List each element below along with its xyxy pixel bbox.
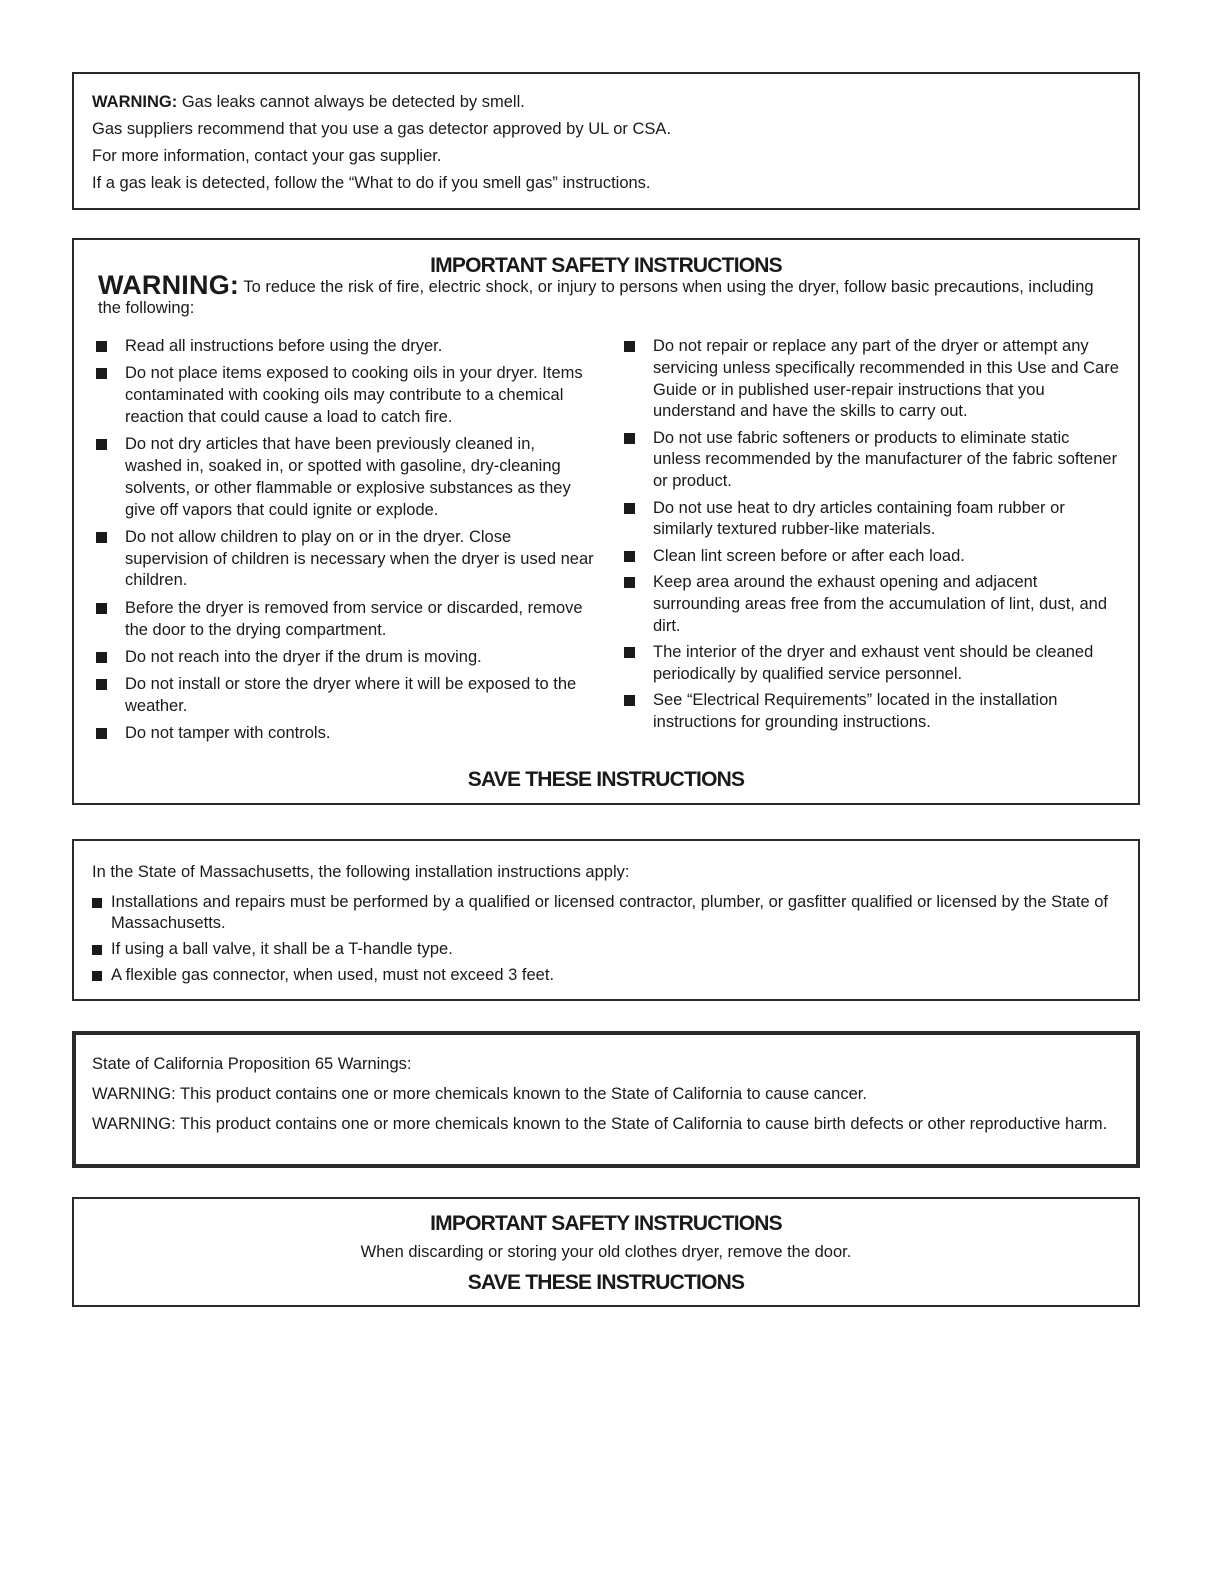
safety-footer: SAVE THESE INSTRUCTIONS (467, 768, 745, 791)
list-item: Do not dry articles that have been previously cleaned in, washed in, soaked in, or spotted with gasoline, dry-cleaning solvents, or other flammable or explosive substances as they give off vapors that could ignite or explode. (96, 434, 596, 521)
safety-heading: IMPORTANT SAFETY INSTRUCTIONS (430, 254, 782, 277)
gas-warning-line-1 (92, 93, 1120, 112)
discard-heading: IMPORTANT SAFETY INSTRUCTIONS (430, 1212, 782, 1235)
bullet-square-icon (624, 551, 635, 562)
bullet-square-icon (96, 341, 107, 352)
bullet-square-icon (96, 652, 107, 663)
safety-warning-label: WARNING: (98, 270, 240, 300)
list-item: Do not tamper with controls. (96, 723, 596, 745)
list-item: Read all instructions before using the dryer. (96, 336, 596, 358)
bullet-square-icon (624, 695, 635, 706)
list-item: The interior of the dryer and exhaust vent should be cleaned periodically by qualified service personnel. (624, 642, 1119, 686)
safety-warning-lead (98, 270, 1116, 321)
massachusetts-box (72, 839, 1140, 1001)
bullet-square-icon (624, 647, 635, 658)
list-item: Keep area around the exhaust opening and adjacent surrounding areas free from the accumulation of lint, dust, and dirt. (624, 572, 1119, 637)
list-item: Do not use heat to dry articles containing foam rubber or similarly textured rubber-like materials. (624, 498, 1119, 542)
safety-list-left (96, 336, 596, 751)
bullet-square-icon (96, 532, 107, 543)
safety-warning-text: To reduce the risk of fire, electric shock, or injury to persons when using the dryer, follow basic precautions, including the following: (98, 278, 1094, 317)
bullet-square-icon (624, 341, 635, 352)
list-item: Do not place items exposed to cooking oils in your dryer. Items contaminated with cooking oils may contribute to a chemical reaction that could cause a load to catch fire. (96, 363, 596, 428)
bullet-square-icon (92, 971, 102, 981)
list-item: Clean lint screen before or after each load. (624, 546, 1119, 568)
safety-instructions-box (72, 238, 1140, 805)
gas-warning-line-3: For more information, contact your gas supplier. (92, 147, 442, 165)
massachusetts-intro: In the State of Massachusetts, the following installation instructions apply: (92, 863, 630, 881)
bullet-square-icon (624, 577, 635, 588)
list-item: See “Electrical Requirements” located in the installation instructions for grounding instructions. (624, 690, 1119, 734)
list-item: Do not repair or replace any part of the dryer or attempt any servicing unless specifically recommended in this Use and Care Guide or in published user-repair instructions that you understand and have the skills to carry out. (624, 336, 1119, 423)
gas-warning-line-4: If a gas leak is detected, follow the “What to do if you smell gas” instructions. (92, 174, 651, 192)
bullet-square-icon (92, 898, 102, 908)
list-item: Do not install or store the dryer where it will be exposed to the weather. (96, 674, 596, 718)
discard-text: When discarding or storing your old clothes dryer, remove the door. (360, 1243, 852, 1261)
california-prop65-box (72, 1031, 1140, 1168)
gas-warning-line-2: Gas suppliers recommend that you use a gas detector approved by UL or CSA. (92, 120, 672, 138)
bullet-square-icon (96, 368, 107, 379)
bullet-square-icon (96, 728, 107, 739)
massachusetts-list (92, 892, 1120, 986)
california-warning-birth-defects: WARNING: This product contains one or more chemicals known to the State of California to cause birth defects or other reproductive harm. (92, 1115, 1108, 1133)
gas-warning-text: Gas leaks cannot always be detected by smell. (177, 93, 525, 111)
california-warning-cancer: WARNING: This product contains one or more chemicals known to the State of California to cause cancer. (92, 1085, 867, 1103)
list-item: Do not use fabric softeners or products to eliminate static unless recommended by the manufacturer of the fabric softener or product. (624, 428, 1119, 493)
bullet-square-icon (96, 679, 107, 690)
discard-footer: SAVE THESE INSTRUCTIONS (467, 1271, 745, 1294)
bullet-square-icon (96, 439, 107, 450)
bullet-square-icon (624, 503, 635, 514)
safety-list-right (624, 336, 1119, 738)
gas-warning-box (72, 72, 1140, 210)
list-item: Do not allow children to play on or in the dryer. Close supervision of children is necessary when the dryer is used near children. (96, 527, 596, 592)
list-item: Do not reach into the dryer if the drum is moving. (96, 647, 596, 669)
list-item: Before the dryer is removed from service or discarded, remove the door to the drying compartment. (96, 598, 596, 642)
list-item: A flexible gas connector, when used, must not exceed 3 feet. (92, 965, 1120, 986)
bullet-square-icon (624, 433, 635, 444)
bullet-square-icon (96, 603, 107, 614)
bullet-square-icon (92, 945, 102, 955)
discard-instructions-box (72, 1197, 1140, 1307)
gas-warning-label: WARNING: (92, 93, 178, 111)
list-item: Installations and repairs must be performed by a qualified or licensed contractor, plumber, or gasfitter qualified or licensed by the State of Massachusetts. (92, 892, 1120, 934)
list-item: If using a ball valve, it shall be a T-handle type. (92, 939, 1120, 960)
california-title: State of California Proposition 65 Warnings: (92, 1055, 412, 1073)
